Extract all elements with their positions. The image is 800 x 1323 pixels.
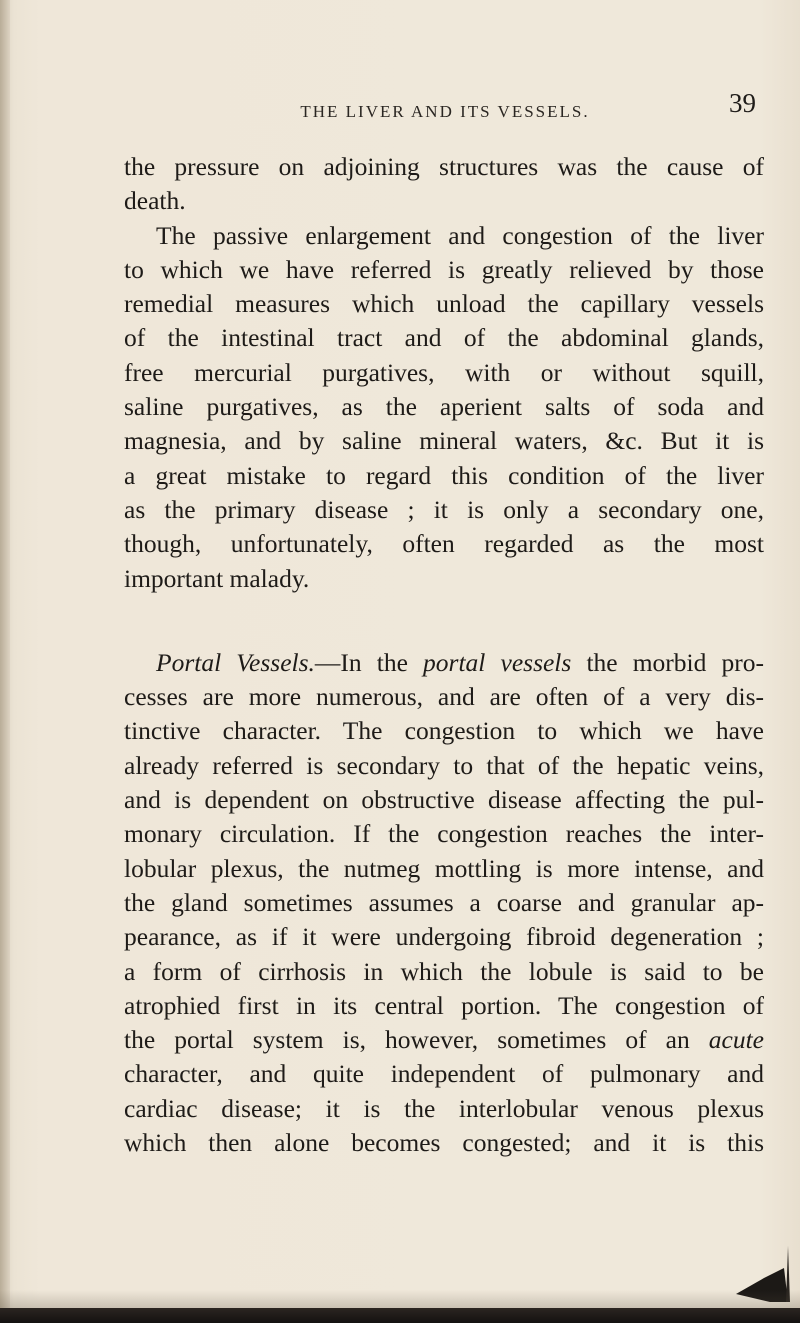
text-line — [124, 646, 764, 680]
text-line: remedial measures which unload the capillary vessels — [124, 289, 764, 319]
text-line: character, and quite independent of pulmonary and — [124, 1059, 764, 1089]
paragraph-3 — [124, 646, 764, 1160]
text-line: cesses are more numerous, and are often of a very dis- — [124, 682, 764, 712]
text-line: the pressure on adjoining structures was the cause of — [124, 152, 764, 181]
text-line: saline purgatives, as the aperient salts of soda and — [124, 392, 764, 422]
text-line: a form of cirrhosis in which the lobule is said to be — [124, 956, 764, 986]
page-number: 39 — [729, 88, 756, 118]
section-heading: Portal Vessels. — [156, 647, 315, 677]
text-line: tinctive character. The congestion to which we have — [124, 716, 764, 746]
line-start: the portal system is, however, sometimes of an — [124, 1025, 690, 1055]
running-head-title: THE LIVER AND ITS VESSELS. — [300, 102, 590, 121]
page-bottom-shadow — [0, 1290, 800, 1308]
body-text — [124, 150, 764, 1160]
text-line: and is dependent on obstructive disease affecting the pul- — [124, 785, 764, 815]
paragraph-1 — [124, 150, 764, 219]
line-rest: the morbid pro- — [571, 647, 764, 677]
text-line: important malady. — [124, 563, 310, 593]
text-line: a great mistake to regard this condition of the liver — [124, 460, 764, 490]
italic-term: portal vessels — [423, 647, 572, 677]
running-head — [120, 88, 760, 128]
text-line: atrophied first in its central portion. The congestion of — [124, 990, 764, 1020]
text-line: death. — [124, 186, 186, 216]
text-line: magnesia, and by saline mineral waters, &c. But it is — [124, 426, 764, 456]
text-line: though, unfortunately, often regarded as the most — [124, 529, 764, 559]
text-line: The passive enlargement and congestion of the liver — [156, 220, 764, 250]
italic-term-acute: acute — [708, 1025, 764, 1055]
text-line: to which we have referred is greatly relieved by those — [124, 254, 764, 284]
text-line: which then alone becomes congested; and it is this — [124, 1128, 764, 1158]
text-line: lobular plexus, the nutmeg mottling is more intense, and — [124, 853, 764, 883]
text-line: cardiac disease; it is the interlobular venous plexus — [124, 1093, 764, 1123]
text-line: pearance, as if it were undergoing fibroid degeneration ; — [124, 922, 764, 952]
text-line: already referred is secondary to that of the hepatic veins, — [124, 750, 764, 780]
page-bottom-edge — [0, 1308, 800, 1323]
text-line: as the primary disease ; it is only a secondary one, — [124, 494, 764, 524]
text-line: monary circulation. If the congestion reaches the inter- — [124, 819, 764, 849]
text-line: of the intestinal tract and of the abdominal glands, — [124, 323, 764, 353]
text-line: free mercurial purgatives, with or without squill, — [124, 357, 764, 387]
paragraph-2 — [124, 219, 764, 596]
page-binding-edge — [0, 0, 10, 1323]
heading-dash: —In the — [314, 647, 424, 677]
text-line — [124, 1023, 764, 1057]
text-line: the gland sometimes assumes a coarse and granular ap- — [124, 887, 764, 917]
